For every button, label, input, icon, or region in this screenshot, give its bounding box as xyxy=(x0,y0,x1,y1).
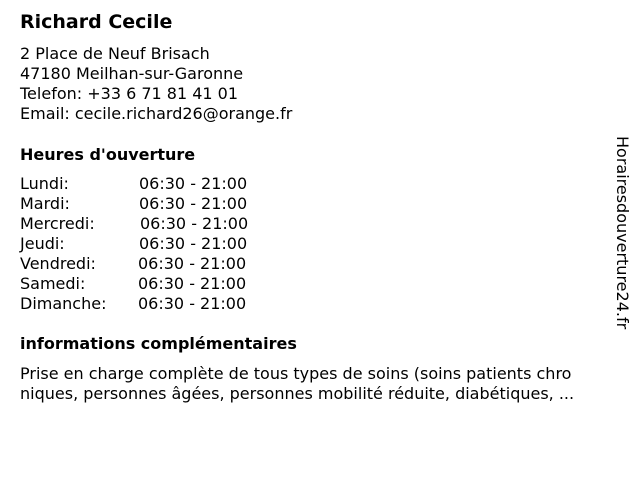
hours-row-tuesday xyxy=(20,194,320,214)
day-label: Dimanche: xyxy=(20,294,107,313)
email-address: Email: cecile.richard26@orange.fr xyxy=(20,104,293,123)
time-range: 06:30 - 21:00 xyxy=(140,214,249,233)
time-range: 06:30 - 21:00 xyxy=(138,254,247,273)
day-label: Lundi: xyxy=(20,174,69,193)
info-line-1: Prise en charge complète de tous types de soins (soins patients chro xyxy=(20,364,572,383)
phone-number: Telefon: +33 6 71 81 41 01 xyxy=(20,84,239,103)
day-label: Samedi: xyxy=(20,274,86,293)
time-range: 06:30 - 21:00 xyxy=(138,294,247,313)
time-range: 06:30 - 21:00 xyxy=(139,174,248,193)
hours-row-saturday xyxy=(20,274,320,294)
additional-info-heading: informations complémentaires xyxy=(20,334,297,353)
day-label: Jeudi: xyxy=(20,234,65,253)
address-street: 2 Place de Neuf Brisach xyxy=(20,44,210,63)
opening-hours-heading: Heures d'ouverture xyxy=(20,145,196,164)
address-city: 47180 Meilhan-sur-Garonne xyxy=(20,64,244,83)
time-range: 06:30 - 21:00 xyxy=(138,274,247,293)
additional-info-text xyxy=(20,364,624,404)
business-name: Richard Cecile xyxy=(20,11,173,33)
day-label: Mardi: xyxy=(20,194,70,213)
hours-row-friday xyxy=(20,254,320,274)
hours-row-sunday xyxy=(20,294,320,314)
info-line-2: niques, personnes âgées, personnes mobilité réduite, diabétiques, ... xyxy=(20,384,575,403)
contact-block xyxy=(20,44,292,124)
day-label: Mercredi: xyxy=(20,214,95,233)
site-watermark: Horairesdouverture24.fr xyxy=(613,136,632,330)
hours-row-thursday xyxy=(20,234,320,254)
hours-row-wednesday xyxy=(20,214,320,234)
day-label: Vendredi: xyxy=(20,254,96,273)
opening-hours-table xyxy=(20,174,320,314)
hours-row-monday xyxy=(20,174,320,194)
time-range: 06:30 - 21:00 xyxy=(139,194,248,213)
time-range: 06:30 - 21:00 xyxy=(139,234,248,253)
